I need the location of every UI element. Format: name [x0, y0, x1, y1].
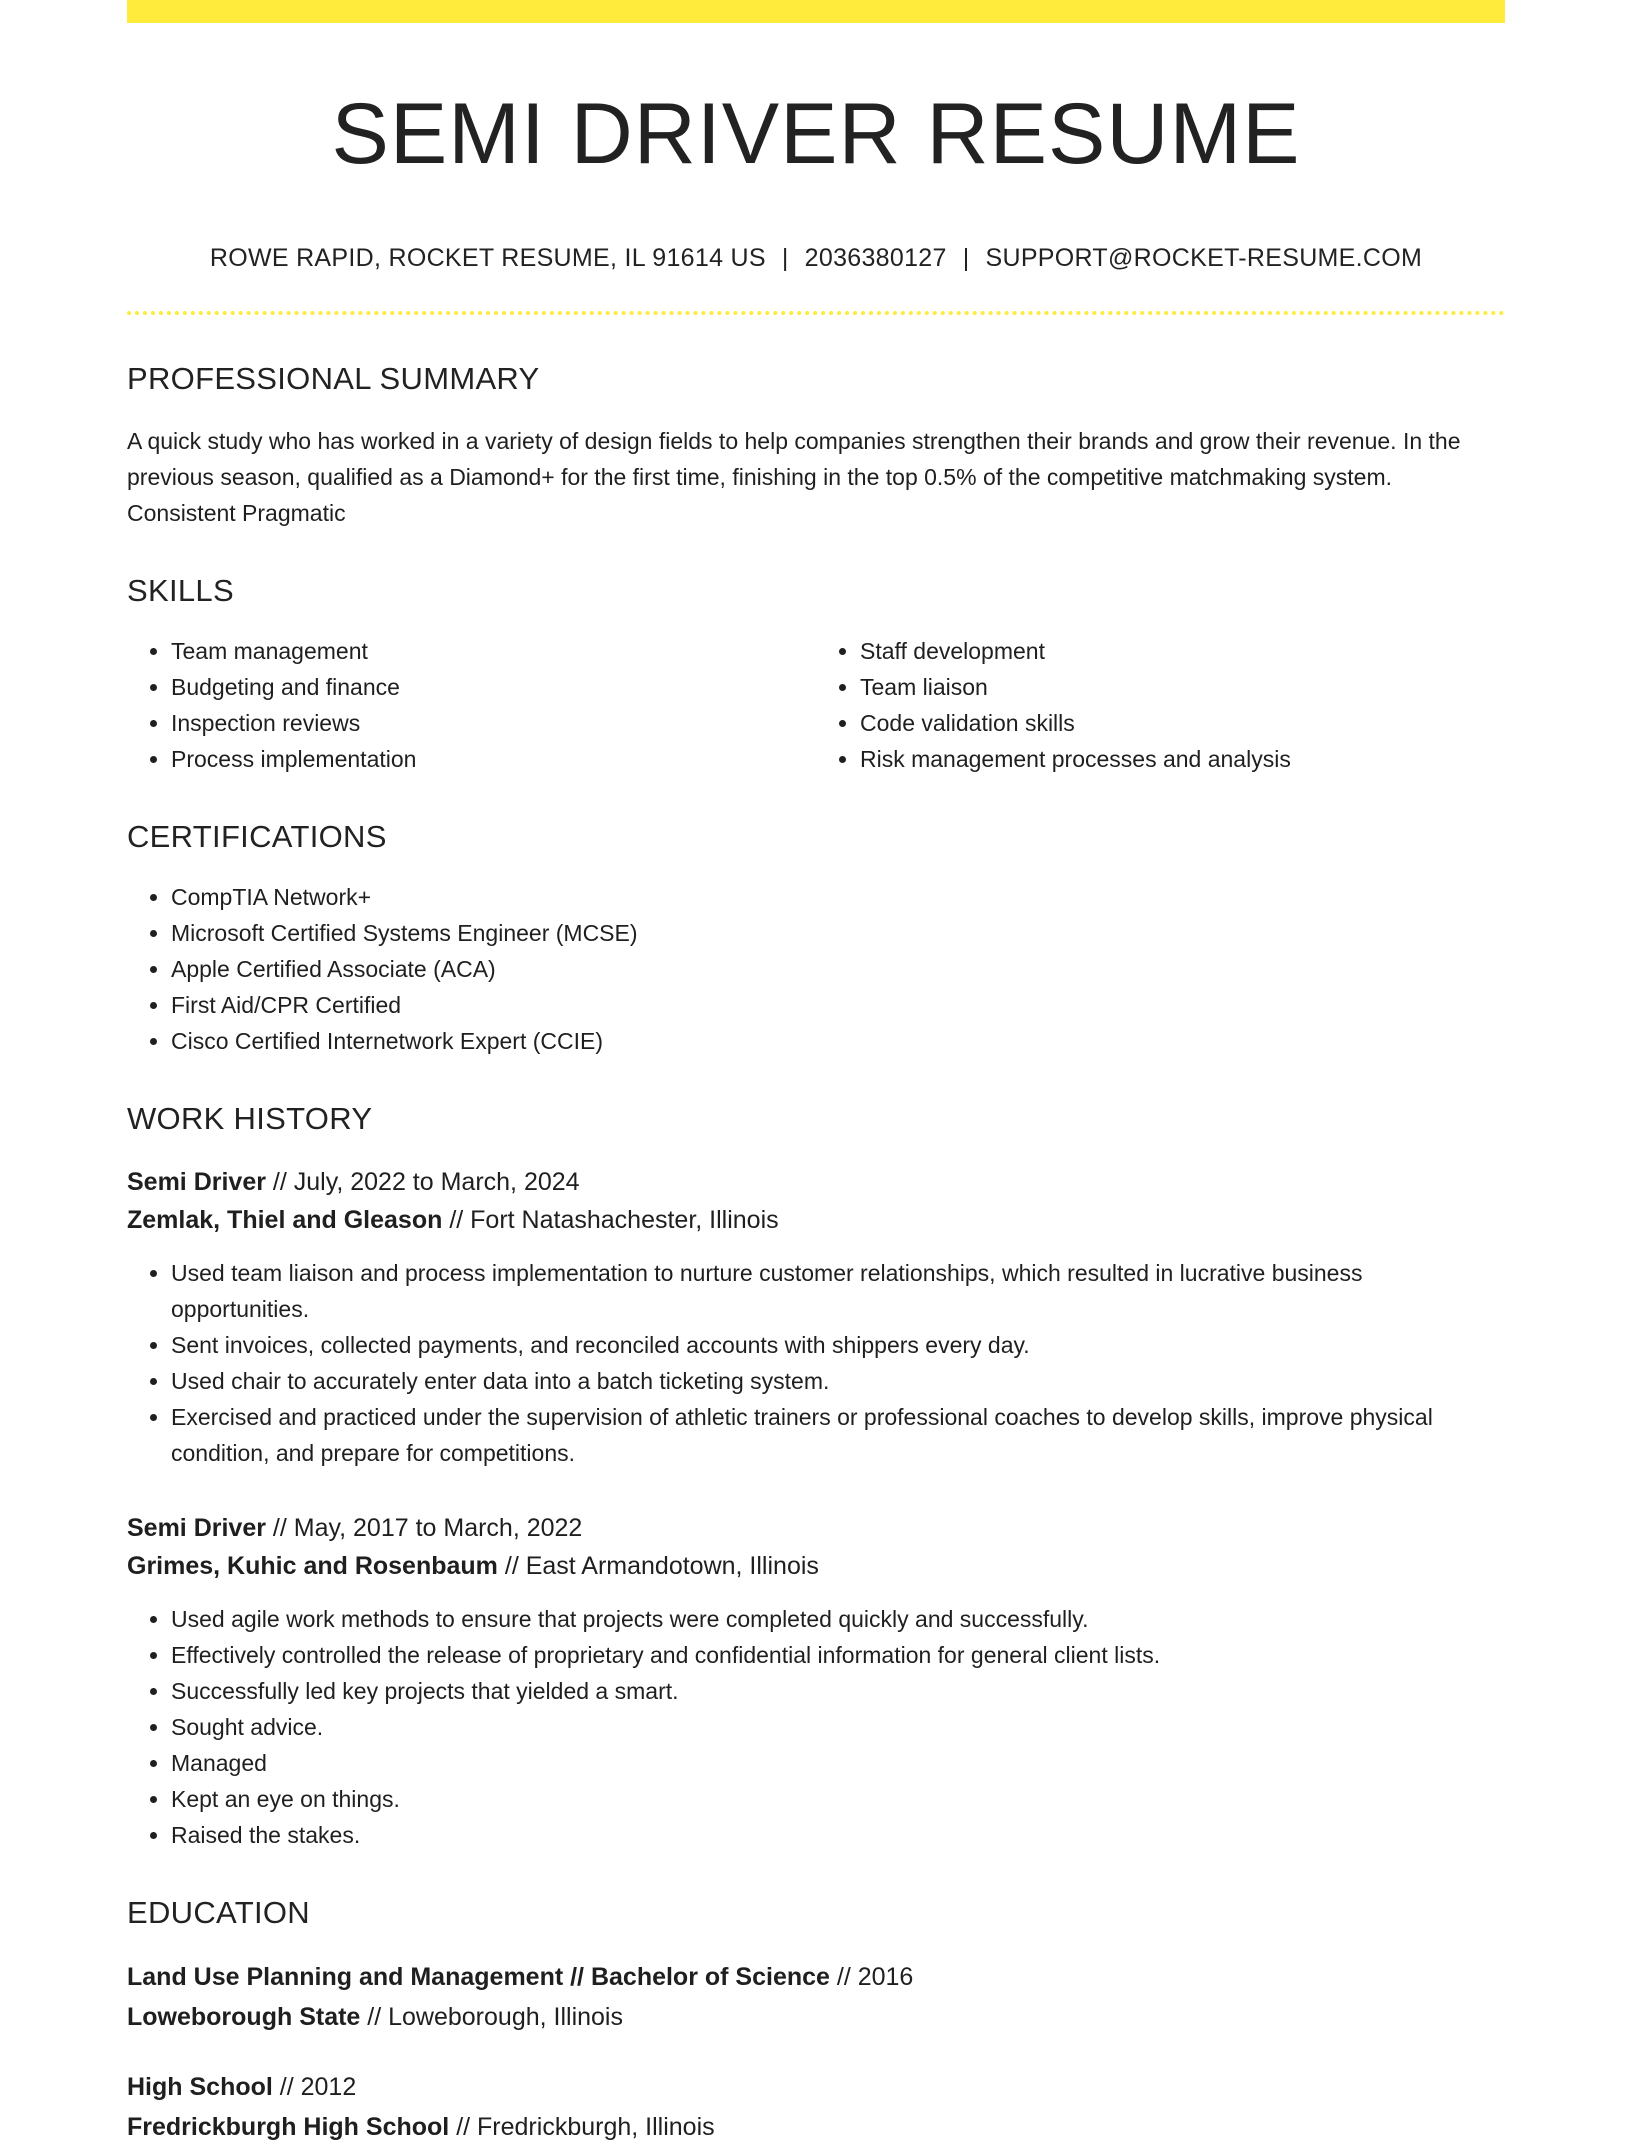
- resume-title: SEMI DRIVER RESUME: [331, 86, 1301, 182]
- job-company-line: [127, 1201, 1505, 1239]
- contact-address: ROWE RAPID, ROCKET RESUME, IL 91614 US: [209, 243, 766, 272]
- job-dates: // July, 2022 to March, 2024: [265, 1167, 580, 1196]
- job-bullet: • Used team liaison and process implementation to nurture customer relationships, which resulted in lucrative business opportunities.: [171, 1255, 1505, 1327]
- summary-section: [127, 361, 1505, 531]
- certification-item: • Microsoft Certified Systems Engineer (MCSE): [171, 915, 1505, 951]
- skill-item: • Risk management processes and analysis: [860, 741, 1505, 777]
- skills-list-left: [127, 633, 816, 777]
- contact-email[interactable]: SUPPORT@ROCKET-RESUME.COM: [985, 243, 1423, 272]
- education-degree: Land Use Planning and Management // Bachelor of Science: [127, 1962, 830, 1991]
- work-history-heading: WORK HISTORY: [127, 1100, 373, 1136]
- job-bullet: • Used chair to accurately enter data into a batch ticketing system.: [171, 1363, 1505, 1399]
- skill-item: • Budgeting and finance: [171, 669, 816, 705]
- education-section: [127, 1895, 1505, 2147]
- job-bullet: • Raised the stakes.: [171, 1817, 1505, 1853]
- job-bullets: [127, 1601, 1505, 1853]
- education-degree-line: [127, 1957, 1505, 1997]
- certification-item: • Cisco Certified Internetwork Expert (CCIE): [171, 1023, 1505, 1059]
- job-bullet: • Sent invoices, collected payments, and reconciled accounts with shippers every day.: [171, 1327, 1505, 1363]
- certifications-heading: CERTIFICATIONS: [127, 818, 387, 854]
- education-degree: High School: [127, 2072, 273, 2101]
- education-entry: [127, 1957, 1505, 2037]
- education-year: // 2016: [829, 1962, 914, 1991]
- work-history-section: [127, 1101, 1505, 1853]
- job-bullets: [127, 1255, 1505, 1471]
- job-bullet: • Managed: [171, 1745, 1505, 1781]
- education-school-line: [127, 1997, 1505, 2037]
- job-role: Semi Driver: [127, 1167, 266, 1196]
- education-school: Loweborough State: [127, 2002, 361, 2031]
- summary-text: A quick study who has worked in a variety of design fields to help companies strengthen their brands and grow their revenue. In the previous season, qualified as a Diamond+ for the first time, finishing in the top 0.5% of the competitive matchmaking system. Consistent Pragmatic: [127, 427, 1461, 526]
- job-bullet: • Sought advice.: [171, 1709, 1505, 1745]
- job-role-line: [127, 1163, 1505, 1201]
- certifications-section: [127, 819, 1505, 1059]
- certification-item: • CompTIA Network+: [171, 879, 1505, 915]
- skills-section: [127, 573, 1505, 777]
- education-location: // Fredrickburgh, Illinois: [449, 2112, 715, 2141]
- skill-item: • Code validation skills: [860, 705, 1505, 741]
- skill-item: • Team management: [171, 633, 816, 669]
- job-location: // Fort Natashachester, Illinois: [442, 1205, 779, 1234]
- certification-item: • Apple Certified Associate (ACA): [171, 951, 1505, 987]
- job-company-line: [127, 1547, 1505, 1585]
- education-degree-line: [127, 2067, 1505, 2107]
- skill-item: • Staff development: [860, 633, 1505, 669]
- summary-heading: PROFESSIONAL SUMMARY: [127, 360, 540, 396]
- contact-phone: 2036380127: [804, 243, 947, 272]
- skill-item: • Process implementation: [171, 741, 816, 777]
- job-location: // East Armandotown, Illinois: [497, 1551, 819, 1580]
- skills-heading: SKILLS: [127, 572, 234, 608]
- education-school: Fredrickburgh High School: [127, 2112, 450, 2141]
- contact-line: [127, 244, 1505, 273]
- job-entry: [127, 1163, 1505, 1471]
- skill-item: • Inspection reviews: [171, 705, 816, 741]
- education-location: // Loweborough, Illinois: [360, 2002, 623, 2031]
- certification-item: • First Aid/CPR Certified: [171, 987, 1505, 1023]
- top-accent-bar: [127, 0, 1505, 23]
- job-role: Semi Driver: [127, 1513, 266, 1542]
- contact-separator: |: [781, 243, 789, 272]
- job-role-line: [127, 1509, 1505, 1547]
- education-heading: EDUCATION: [127, 1894, 310, 1930]
- job-bullet: • Successfully led key projects that yielded a smart.: [171, 1673, 1505, 1709]
- skills-columns: [127, 633, 1505, 777]
- job-company: Grimes, Kuhic and Rosenbaum: [127, 1551, 498, 1580]
- dotted-divider: [127, 311, 1505, 315]
- skill-item: • Team liaison: [860, 669, 1505, 705]
- job-bullet: • Exercised and practiced under the supervision of athletic trainers or professional coaches to develop skills, improve physical condition, and prepare for competitions.: [171, 1399, 1505, 1471]
- education-year: // 2012: [272, 2072, 357, 2101]
- job-bullet: • Kept an eye on things.: [171, 1781, 1505, 1817]
- education-school-line: [127, 2107, 1505, 2147]
- job-entry: [127, 1509, 1505, 1853]
- job-bullet: • Used agile work methods to ensure that projects were completed quickly and successfully.: [171, 1601, 1505, 1637]
- contact-separator: |: [962, 243, 970, 272]
- certifications-list: [127, 879, 1505, 1059]
- job-bullet: • Effectively controlled the release of proprietary and confidential information for general client lists.: [171, 1637, 1505, 1673]
- job-dates: // May, 2017 to March, 2022: [265, 1513, 583, 1542]
- skills-list-right: [816, 633, 1505, 777]
- job-company: Zemlak, Thiel and Gleason: [127, 1205, 443, 1234]
- education-entry: [127, 2067, 1505, 2147]
